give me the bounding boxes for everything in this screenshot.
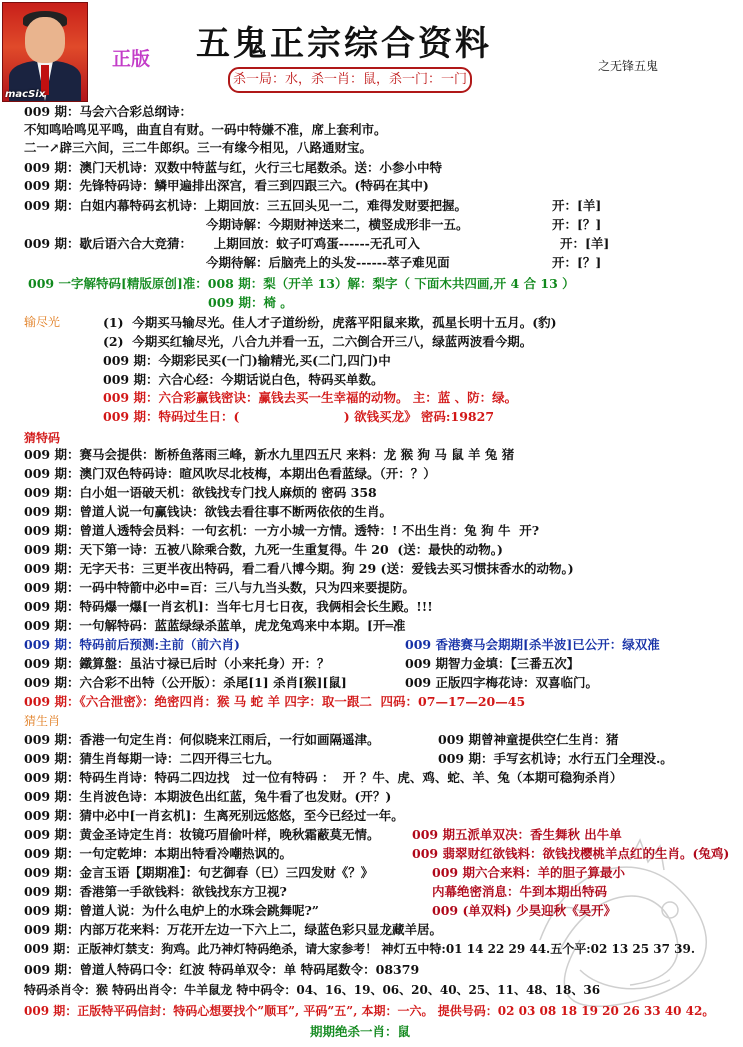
text-line: 009 期：特码生肖诗：特码二四边找 过一位有特码 ： 开 ？牛、虎、鸡、蛇、羊、兔（本期可稳狗杀肖） — [24, 770, 623, 785]
text-line: 009 期：香港第一手欲钱料：欲钱找东方卫视? — [24, 884, 287, 899]
text-line: 不知鸣哈鸣见平鸣，曲直自有财。一码中特嫌不准，席上套利市。 — [24, 122, 387, 137]
author-credit: 之无锋五鬼 — [598, 59, 659, 73]
text-line: 009 期：无字天书：三更半夜出特码，看二看八博今期。狗 29 (送：爱钱去买习惯抹香水的动物。) — [24, 561, 574, 576]
text-line: 009 期：正版特平码信封：特码心想要找个”顺耳”, 平码”五”, 本期：一六。 提供号码：02 03 08 18 19 20 26 33 40 42。 — [24, 1004, 715, 1018]
text-line: 009 期：特码过生日：( ) 欲钱买龙》 密码:19827 — [103, 409, 495, 424]
kill-summary-box: 杀一局：水，杀一肖：鼠，杀一门：一门 — [228, 67, 472, 93]
text-line: 今期诗解：今期财神送来二，横竖成形非一五。 — [206, 217, 469, 232]
text-line: 009 期：今期彩民买(一门)输精光,买(二门,四门)中 — [103, 353, 391, 368]
text-line: 009 期：六合彩赢钱密诀：赢钱去买一生幸福的动物。 主：蓝 、防：绿。 — [103, 390, 518, 405]
section-label: 猜生肖 — [24, 714, 61, 728]
text-line: (2) 今期买红输尽光，八合九并看一五，二六倒合开三八，绿蓝两波看今期。 — [103, 334, 533, 349]
text-line: 009 香港赛马会期期[杀半波]已公开：绿双准 — [405, 637, 660, 652]
text-line: 009 期：《六合泄密》：绝密四肖：猴 马 蛇 羊 四字：取一跟二 四码：07—17—20—45 — [24, 694, 526, 709]
text-line: 009 期：天下第一诗：五被八除乘合数，九死一生重复得。牛 20 (送：最快的动物。) — [24, 542, 503, 557]
text-line: 009 期：一句解特码：蓝蓝绿绿杀蓝单，虎龙兔鸡来中本期。[开═准 — [24, 618, 406, 633]
text-line: 009 期智力金填：【三番五次】 — [405, 656, 580, 671]
text-line: 009 期：特码爆一爆[一肖玄机]：当年七月七日夜，我俩相会长生殿。!!! — [24, 599, 433, 614]
text-line: 今期待解：后脑壳上的头发------萃子难见面 — [206, 255, 450, 270]
text-line: (1) 今期买马输尽光。佳人才子道纷纷，虎落平阳鼠来欺，孤星长明十五月。(豹) — [103, 315, 557, 330]
text-line: 二一↗辟三六间，三二牛郎织。三一有缘今相见，八路通财宝。 — [24, 140, 372, 155]
result-label: 开：[？] — [552, 255, 602, 270]
text-line: 009 期：猜中必中[一肖玄机]：生离死别远悠悠，至今已经过一年。 — [24, 808, 404, 823]
text-line: 009 期：马会六合彩总纲诗： — [24, 104, 192, 119]
avatar-watermark: macSix — [5, 89, 46, 100]
edition-badge: 正版 — [112, 48, 151, 70]
text-line: 009 期：鐵算盤：虽沾寸禄已后时（小来托身）开：？ — [24, 656, 330, 671]
text-line: 009 翡翠财红欲钱料：欲钱找樱桃羊点红的生肖。(兔鸡) — [412, 846, 730, 861]
text-line: 009 期：歇后语六合大竞猜： 上期回放：蚊子叮鸡蛋------无孔可入 — [24, 236, 420, 251]
section-label: 输尽光 — [24, 315, 61, 329]
text-line: 009 期：一句定乾坤：本期出特看冷嘲热讽的。 — [24, 846, 292, 861]
text-line: 009 期：手写玄机诗；水行五门全理没.。 — [438, 751, 673, 766]
text-line: 009 期：白姐内幕特码玄机诗：上期回放：三五回头见一二，难得发财要把握。 — [24, 198, 467, 213]
text-line: 009 期五派单双决：香生舞秋 出牛单 — [412, 827, 622, 842]
footer-kill-line: 期期绝杀一肖：鼠 — [310, 1024, 411, 1039]
text-line: 009 期：一码中特箭中必中=百：三八与九当头数，只为四来要提防。 — [24, 580, 415, 595]
text-line: 009 期：六合彩不出特（公开版）：杀尾[1] 杀肖[猴][鼠] — [24, 675, 347, 690]
text-line: 009 一字解特码[精版原创]准：008 期：梨（开羊 13）解：梨字（ 下面木共四画,开 4 合 13 ） — [28, 276, 575, 291]
page-title: 五鬼正宗综合资料 — [196, 24, 492, 64]
text-line: 009 期：先锋特码诗：鳞甲遍排出深宫，看三到四跟三六。(特码在其中) — [24, 178, 429, 193]
text-line: 009 期：赛马会提供：断桥鱼落雨三峰，新水九里四五尺 来料：龙 猴 狗 马 鼠 羊 兔 猪 — [24, 447, 515, 462]
result-label: 开：[？] — [552, 217, 602, 232]
text-line: 009 期：椅 。 — [208, 295, 293, 310]
result-label: 开：[羊] — [552, 198, 602, 213]
text-line: 009 期：猜生肖每期一诗：二四开得三七九。 — [24, 751, 280, 766]
text-line: 009 期曾神童提供空仁生肖：猪 — [438, 732, 619, 747]
text-line: 009 期：曾道人说一句赢钱诀：欲钱去看往事不断两依依的生肖。 — [24, 504, 392, 519]
text-line: 009 期：澳门双色特码诗：暄风吹尽北枝梅，本期出色看蓝绿。（开：？） — [24, 466, 436, 481]
text-line: 009 期：正版神灯禁支：狗鸡。此乃神灯特码绝杀，请大家参考！ 神灯五中特:01 14 22 29 44.五个平:02 13 25 37 39. — [24, 942, 696, 956]
text-line: 009 期六合来料：羊的胆子算最小 — [432, 865, 625, 880]
avatar — [2, 2, 88, 102]
text-line: 009 期：金言玉语【期期准】：句艺御春（巳）三四发财《？》 — [24, 865, 374, 880]
text-line: 009 期：白小姐一语破天机：欲钱找专门找人麻烦的 密码 358 — [24, 485, 377, 500]
text-line: 009 期：香港一句定生肖：何似晓来江雨后，一行如画隔遥津。 — [24, 732, 380, 747]
text-line: 内幕绝密消息：牛到本期出特码 — [432, 884, 608, 899]
result-label: 开：[羊] — [560, 236, 610, 251]
text-line: 009 期：特码前后预测:主前（前六肖) — [24, 637, 240, 652]
text-line: 009 期：内部万花来料：万花开左边一下六上二，绿蓝色彩只显龙藏羊居。 — [24, 922, 442, 937]
text-line: 009 期：生肖波色诗：本期波色出红蓝，兔牛看了也发财。(开？) — [24, 789, 392, 804]
text-line: 特码杀肖令：猴 特码出肖令：牛羊鼠龙 特中码令：04、16、19、06、20、40、25、11、48、18、36 — [24, 983, 601, 997]
text-line: 009 期：黄金圣诗定生肖：妆镜巧眉偷叶样，晚秋霜蔽莫无情。 — [24, 827, 380, 842]
text-line: 009 (单双料) 少昊迎秋《昊开》 — [432, 903, 617, 918]
text-line: 009 期：六合心经：今期话说白色，特码买单数。 — [103, 372, 384, 387]
text-line: 009 期：曾道人特码口令：红波 特码单双令：单 特码尾数令：08379 — [24, 962, 420, 977]
text-line: 009 正版四字梅花诗：双喜临门。 — [405, 675, 598, 690]
section-label: 猜特码 — [24, 431, 61, 445]
text-line: 009 期：曾道人透特会员料：一句玄机：一方小城一方情。透特：! 不出生肖：兔 狗 牛 开? — [24, 523, 540, 538]
text-line: 009 期：曾道人说：为什么电炉上的水珠会跳舞呢?” — [24, 903, 319, 918]
text-line: 009 期：澳门天机诗：双数中特蓝与红，火行三七尾数杀。送：小参小中特 — [24, 160, 442, 175]
